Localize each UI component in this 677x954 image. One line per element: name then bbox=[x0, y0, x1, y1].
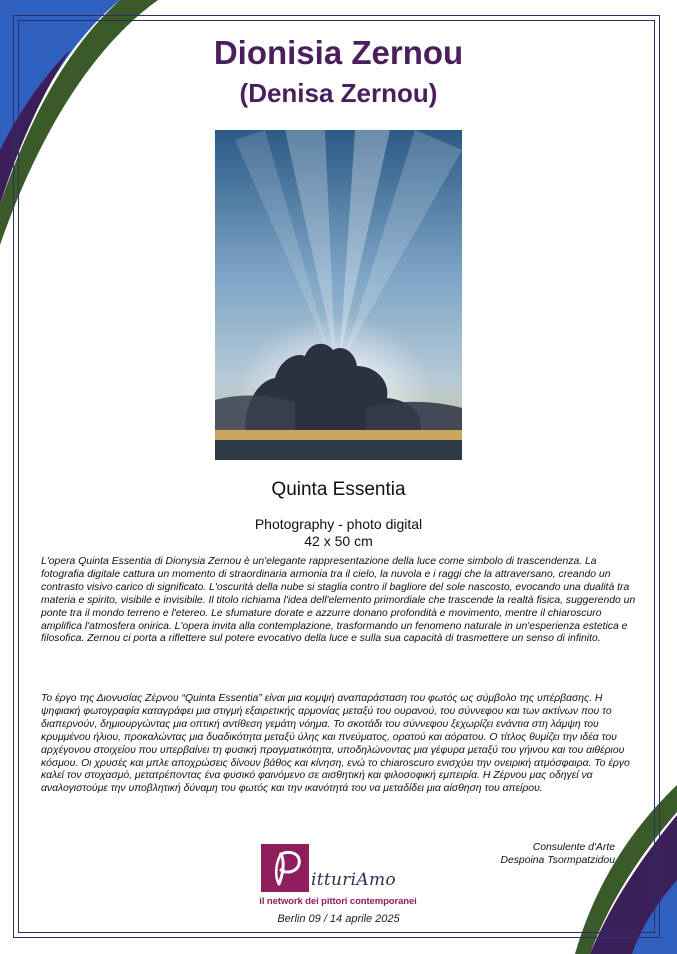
pitturiamo-logo bbox=[255, 844, 421, 916]
event-place-date: Berlin 09 / 14 aprile 2025 bbox=[277, 913, 400, 925]
signature-block bbox=[500, 841, 615, 867]
signature-name: Despoina Tsormpatzidou bbox=[500, 855, 615, 866]
artist-alt-name: (Denisa Zernou) bbox=[239, 78, 438, 108]
artist-name: Dionisia Zernou bbox=[213, 34, 464, 71]
signature-role: Consulente d'Arte bbox=[532, 842, 615, 853]
description-italian: L'opera Quinta Essentia di Dionysia Zernou è un'elegante rappresentazione della luce come simbolo di trascendenza. La fotografia digitale cattura un momento di straordinaria armonia tra il cielo, la nuvola e i raggi che la attraversano, creando un contrasto visivo carico di significato. L'oscurità della nube si staglia contro il bagliore del sole nascosto, evocando una dualità tra materia e spirito, visibile e invisibile. Il titolo richiama l'idea dell'elemento primordiale che trascende la realtà fisica, suggerendo un ponte tra il mondo terreno e l'etereo. Le sfumature dorate e azzurre donano profondità e movimento, mentre il chiaroscuro amplifica l'atmosfera onirica. L'opera invita alla contemplazione, trasformando un fenomeno naturale in un'esperienza estetica e filosofica. Zernou ci porta a riflettere sul potere evocativo della luce e sulla sua capacità di trasmettere un senso di infinito. bbox=[41, 556, 636, 645]
logo-tagline: il network dei pittori contemporanei bbox=[259, 896, 417, 907]
artwork-size: 42 x 50 cm bbox=[304, 533, 373, 549]
logo-mark bbox=[261, 844, 309, 892]
description-greek: Το έργο της Διονυσίας Ζέρνου “Quinta Essentia” είναι μια κομψή αναπαράσταση του φωτός ως σύμβολο της υπέρβασης. Η ψηφιακή φωτογραφία καταγράφει μια στιγμή εξαιρετικής αρμονίας μεταξύ του ουρανού, του σύννεφου και των ακτίνων που το διαπερνούν, δημιουργώντας μια οπτική αντίθεση γεμάτη νόημα. Το σκοτάδι του σύννεφου ξεχωρίζει ενάντια στη λάμψη του κρυμμένου ήλιου, προκαλώντας μια δυαδικότητα μεταξύ ύλης και πνεύματος, ορατού και αόρατου. Ο τίτλος θυμίζει την ιδέα του αρχέγονου στοιχείου που υπερβαίνει τη φυσική πραγματικότητα, υποδηλώνοντας μια γέφυρα μεταξύ του γήινου και του αιθέριου κόσμου. Οι χρυσές και μπλε αποχρώσεις δίνουν βάθος και κίνηση, ενώ το chiaroscuro ενισχύει την ονειρική ατμόσφαιρα. Το έργο καλεί τον στοχασμό, μετατρέποντας ένα φυσικό φαινόμενο σε αισθητική και φιλοσοφική εμπειρία. Η Ζέρνου μας οδηγεί να αναλογιστούμε την υποβλητική δύναμη του φωτός και την ικανότητά του να μεταδίδει μια αίσθηση του απείρου. bbox=[41, 693, 630, 795]
artwork-title: Quinta Essentia bbox=[271, 479, 406, 500]
artwork-photo bbox=[215, 130, 462, 460]
logo-wordmark: itturiAmo bbox=[311, 870, 396, 890]
artwork-medium: Photography - photo digital bbox=[254, 516, 423, 532]
